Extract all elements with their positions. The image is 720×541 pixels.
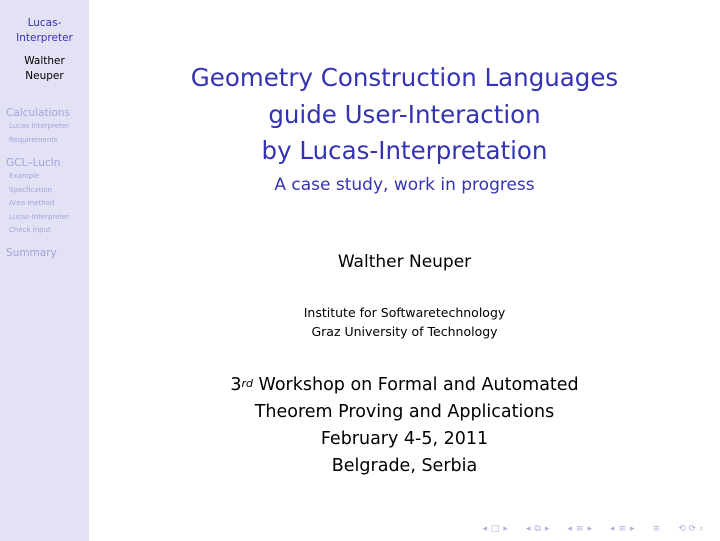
author-name: Walther Neuper [337,252,472,272]
event-line-2: Theorem Proving and Applications [254,402,555,422]
event-ordinal-suffix: rd [241,377,253,390]
sidebar-subsection-example[interactable]: Example [9,172,40,180]
search-icon[interactable]: ⟲ ⟳ ⌕ [678,524,704,534]
frame-stack-icon: ⧉ [534,524,541,534]
sidebar-subsection-requirements[interactable]: Requirements [9,135,58,144]
beamer-navigation-bar [482,522,704,536]
sidebar-subsection-check-input[interactable]: Check input [9,226,51,234]
title-line-1: Geometry Construction Languages [190,63,619,92]
section-back-icon[interactable]: ◂ [610,524,615,534]
title-line-3: by Lucas-Interpretation [261,136,548,165]
title-line-2: guide User-Interaction [268,100,541,129]
slide-back-icon[interactable]: ◂ [482,524,487,534]
event-ordinal-number: 3 [230,375,242,395]
sidebar-section-summary[interactable]: Summary [6,246,57,259]
sidebar-author [0,54,89,84]
sidebar-author-line2: Neuper [25,70,64,82]
sidebar-short-title-line2: Interpreter [16,32,73,44]
subsection-back-icon[interactable]: ◂ [567,524,572,534]
subtitle: A case study, work in progress [274,175,535,195]
sidebar-section-calculations[interactable]: Calculations [6,107,71,119]
slide-frame-icon: □ [490,524,500,534]
sidebar-subsection-area-method[interactable]: Area method [9,199,55,207]
subsection-forward-icon[interactable]: ▸ [587,524,592,534]
sidebar-navigation [6,106,88,260]
event-line-1 [89,372,720,400]
sidebar-short-title[interactable] [0,16,89,46]
sidebar-short-title-line1: Lucas- [27,17,62,29]
section-forward-icon[interactable]: ▸ [630,524,635,534]
slide-forward-icon[interactable]: ▸ [503,524,508,534]
event-date: February 4-5, 2011 [320,429,489,449]
sidebar-author-line1: Walther [24,55,65,67]
sidebar-subsection-specfication[interactable]: Specfication [9,185,52,194]
sidebar-subsection-lucas-interpreter-2[interactable]: Lucas-Interpreter [9,212,70,221]
sidebar-subsection-lucas-interpreter[interactable]: Lucas Interpreter [9,122,70,130]
event-line-1-text: Workshop on Formal and Automated [252,375,579,395]
institute-line-1: Institute for Softwaretechnology [303,305,506,320]
align-icon[interactable]: ≡ [652,524,661,534]
subsection-icon: ≡ [575,524,584,534]
sidebar [0,0,89,541]
slide-content [89,0,720,541]
event-location: Belgrade, Serbia [331,456,478,476]
sidebar-section-gcl-lucin[interactable]: GCL–LucIn [6,157,61,169]
section-icon: ≡ [618,524,627,534]
frame-forward-icon[interactable]: ▸ [544,524,550,534]
institute-line-2: Graz University of Technology [311,324,498,339]
frame-back-icon[interactable]: ◂ [525,524,531,534]
